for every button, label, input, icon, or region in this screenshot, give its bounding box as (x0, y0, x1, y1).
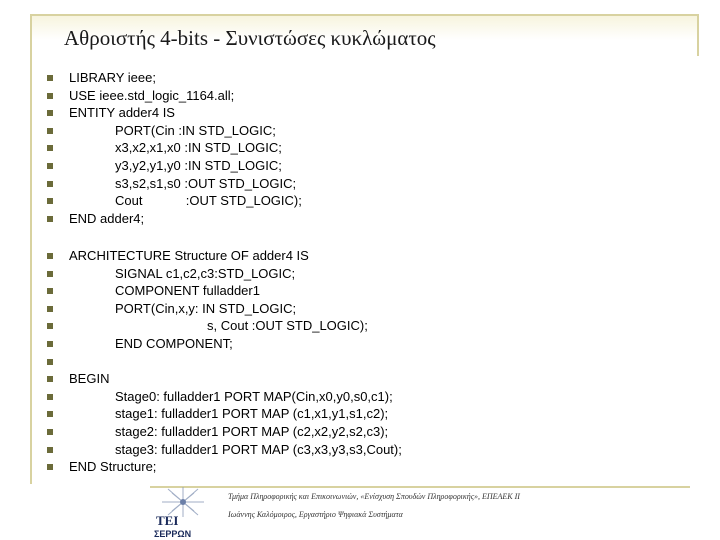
code-line: COMPONENT fulladder1 (115, 283, 260, 299)
code-line: y3,y2,y1,y0 :IN STD_LOGIC; (115, 158, 282, 173)
bullet-icon (47, 128, 53, 134)
bullet-icon (47, 323, 53, 329)
code-line: PORT(Cin :IN STD_LOGIC; (115, 122, 276, 138)
bullet-icon (47, 429, 53, 435)
code-line: USE ieee.std_logic_1164.all; (69, 87, 235, 103)
code-line: stage2: fulladder1 PORT MAP (c2,x2,y2,s2,c3); (115, 424, 389, 439)
code-line: SIGNAL c1,c2,c3:STD_LOGIC; (115, 265, 296, 281)
code-line: END COMPONENT; (115, 336, 233, 351)
tei-serron-logo (150, 487, 216, 539)
bullet-icon (47, 359, 53, 365)
bullet-icon (47, 271, 53, 277)
code-line: stage3: fulladder1 PORT MAP (c3,x3,y3,s3,Cout); (115, 441, 402, 457)
slide-title: Αθροιστής 4-bits - Συνιστώσες κυκλώματος (64, 26, 436, 50)
bullet-icon (47, 376, 53, 382)
code-line: ENTITY adder4 IS (69, 105, 175, 121)
code-line: LIBRARY ieee; (69, 70, 156, 85)
bullet-icon (47, 306, 53, 312)
bullet-icon (47, 464, 53, 470)
logo-text-top: ΤΕΙ (156, 513, 179, 528)
code-line: PORT(Cin,x,y: IN STD_LOGIC; (115, 300, 297, 316)
bullet-icon (47, 198, 53, 204)
code-line: x3,x2,x1,x0 :IN STD_LOGIC; (115, 140, 282, 156)
code-line: s3,s2,s1,s0 :OUT STD_LOGIC; (115, 175, 297, 191)
bullet-icon (47, 93, 53, 99)
code-line: END Structure; (69, 459, 157, 475)
code-line: stage1: fulladder1 PORT MAP (c1,x1,y1,s1,c2); (115, 406, 389, 422)
footer-line-1: Τμήμα Πληροφορικής και Επικοινωνιών, «Ενίσχυση Σπουδών Πληροφορικής», ΕΠΕΑΕΚ ΙΙ (228, 492, 520, 501)
code-line: ARCHITECTURE Structure OF adder4 IS (69, 248, 309, 263)
bullet-icon (47, 288, 53, 294)
code-line: Stage0: fulladder1 PORT MAP(Cin,x0,y0,s0,c1); (115, 388, 393, 404)
code-line: END adder4; (69, 210, 145, 226)
bullet-icon (47, 411, 53, 417)
bullet-icon (47, 145, 53, 151)
bullet-icon (47, 163, 53, 169)
bullet-icon (47, 216, 53, 222)
logo-text-bottom: ΣΕΡΡΩΝ (154, 529, 192, 539)
footer-divider (150, 486, 690, 488)
code-line: s, Cout :OUT STD_LOGIC); (207, 318, 368, 334)
bullet-icon (47, 341, 53, 347)
bullet-icon (47, 181, 53, 187)
bullet-icon (47, 447, 53, 453)
left-border (30, 54, 32, 484)
bullet-icon (47, 253, 53, 259)
bullet-icon (47, 75, 53, 81)
bullet-icon (47, 394, 53, 400)
footer-line-2: Ιωάννης Καλόμοιρος, Εργαστήριο Ψηφιακά Συστήματα (228, 510, 403, 519)
bullet-icon (47, 110, 53, 116)
code-line: Cout :OUT STD_LOGIC); (115, 193, 302, 209)
code-line: BEGIN (69, 371, 110, 387)
